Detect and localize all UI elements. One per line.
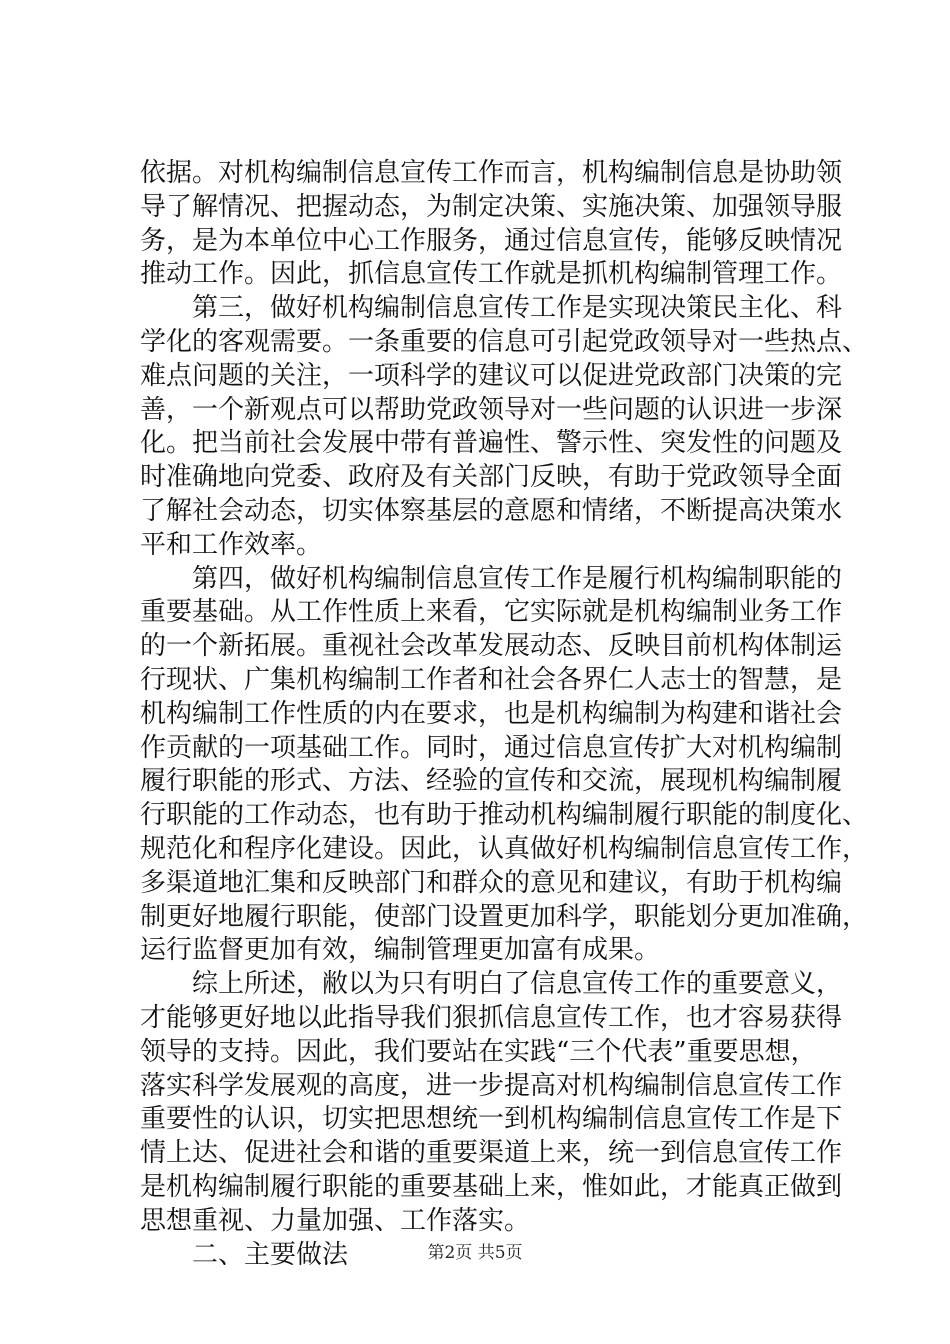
text-line: 化。把当前社会发展中带有普遍性、警示性、突发性的问题及: [140, 428, 843, 459]
text-line: 第四，做好机构编制信息宣传工作是履行机构编制职能的: [140, 563, 843, 594]
text-line: 规范化和程序化建设。因此，认真做好机构编制信息宣传工作，: [140, 833, 869, 864]
text-line: 才能够更好地以此指导我们狠抓信息宣传工作，也才容易获得: [140, 1002, 843, 1033]
text-line: 善，一个新观点可以帮助党政领导对一些问题的认识进一步深: [140, 394, 843, 425]
text-line: 依据。对机构编制信息宣传工作而言，机构编制信息是协助领: [140, 158, 843, 188]
text-line: 重要基础。从工作性质上来看，它实际就是机构编制业务工作: [140, 597, 843, 628]
text-line: 机构编制工作性质的内在要求，也是机构编制为构建和谐社会: [140, 698, 843, 729]
text-line: 多渠道地汇集和反映部门和群众的意见和建议，有助于机构编: [140, 867, 843, 898]
text-line: 作贡献的一项基础工作。同时，通过信息宣传扩大对机构编制: [140, 732, 843, 763]
text-line: 综上所述，敝以为只有明白了信息宣传工作的重要意义，: [140, 969, 843, 1000]
text-line: 行职能的工作动态，也有助于推动机构编制履行职能的制度化、: [140, 800, 869, 831]
text-line: 推动工作。因此，抓信息宣传工作就是抓机构编制管理工作。: [140, 259, 843, 290]
text-line: 情上达、促进社会和谐的重要渠道上来，统一到信息宣传工作: [140, 1138, 843, 1169]
text-line: 第三，做好机构编制信息宣传工作是实现决策民主化、科: [140, 293, 843, 324]
text-line: 重要性的认识，切实把思想统一到机构编制信息宣传工作是下: [140, 1104, 843, 1135]
text-line: 履行职能的形式、方法、经验的宣传和交流，展现机构编制履: [140, 766, 843, 797]
page-number-footer: 第2页 共5页: [427, 1243, 523, 1263]
text-line: 学化的客观需要。一条重要的信息可引起党政领导对一些热点、: [140, 326, 869, 357]
text-line: 领导的支持。因此，我们要站在实践“三个代表”重要思想，: [140, 1036, 817, 1067]
text-line: 是机构编制履行职能的重要基础上来，惟如此，才能真正做到: [140, 1171, 843, 1202]
text-line: 制更好地履行职能，使部门设置更加科学，职能划分更加准确，: [140, 901, 869, 932]
text-line: 导了解情况、把握动态，为制定决策、实施决策、加强领导服: [140, 191, 843, 222]
text-line: 行现状、广集机构编制工作者和社会各界仁人志士的智慧，是: [140, 664, 843, 695]
text-line: 平和工作效率。: [140, 529, 323, 560]
body-text: [140, 157, 869, 1272]
text-line: 运行监督更加有效，编制管理更加富有成果。: [140, 935, 661, 966]
text-line: 了解社会动态，切实体察基层的意愿和情绪，不断提高决策水: [140, 495, 843, 526]
text-line: 难点问题的关注，一项科学的建议可以促进党政部门决策的完: [140, 360, 843, 391]
text-line: 务，是为本单位中心工作服务，通过信息宣传，能够反映情况: [140, 225, 843, 256]
text-line: 的一个新拓展。重视社会改革发展动态、反映目前机构体制运: [140, 631, 843, 662]
text-line: 落实科学发展观的高度，进一步提高对机构编制信息宣传工作: [140, 1070, 843, 1101]
text-line: 思想重视、力量加强、工作落实。: [140, 1205, 531, 1236]
text-line: 时准确地向党委、政府及有关部门反映，有助于党政领导全面: [140, 462, 843, 493]
section-heading: 二、主要做法: [140, 1239, 349, 1270]
